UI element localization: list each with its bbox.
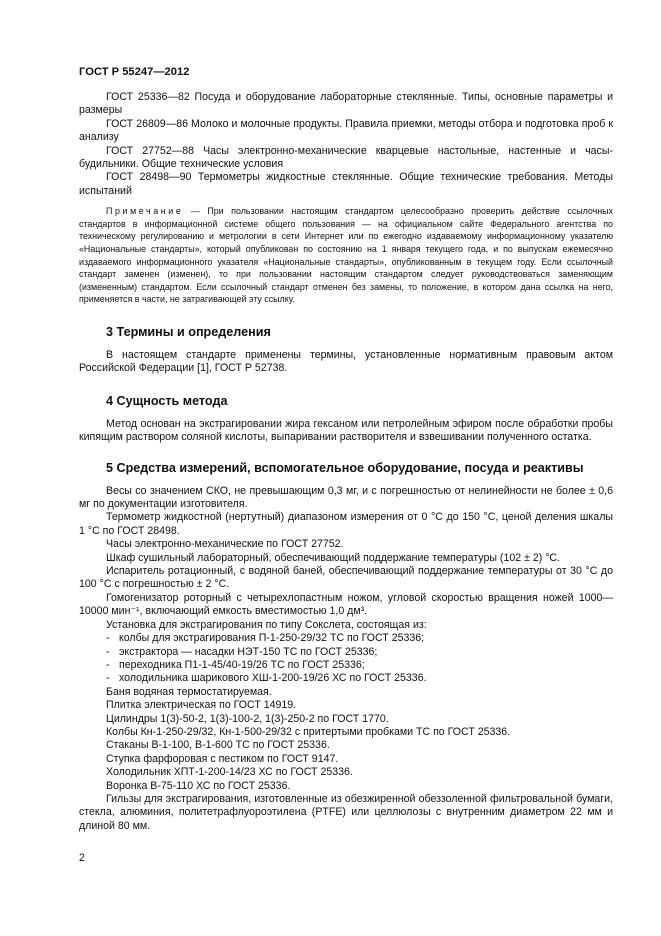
list-item bbox=[79, 672, 613, 685]
equipment-item: Холодильник ХПТ-1-200-14/23 ХС по ГОСТ 25336. bbox=[106, 766, 353, 779]
section-4-heading: 4 Сущность метода bbox=[106, 393, 228, 408]
equipment-item: Гильзы для экстрагирования, изготовленные из обезжиренной обеззоленной фильтровальной бумаги, стекла, алюминия, политетрафлуороэтилена (PTFE) или целлюлозы с внутренним диаметром 22 мм и длиной 80 мм. bbox=[79, 792, 613, 832]
equipment-item: Установка для экстрагирования по типу Сокслета, состоящая из: bbox=[106, 618, 427, 631]
normative-references-list bbox=[79, 91, 613, 198]
note-text: — При пользовании настоящим стандартом целесообразно проверить действие ссылочных стандартов в информационной системе общего пользования — на официальном сайте Федерального агентства по техническому регулированию и метрологии в сети Интернет или по ежегодно издаваемому информационному указателю «Национальные стандарты», который опубликован по состоянию на 1 января текущего года, и по выпускам ежемесячно издаваемого информационного указателя «Национальные стандарты», опубликованным в текущем году. Если ссылочный стандарт заменен (изменен), то при пользовании настоящим стандартом следует руководствоваться заменяющим (измененным) стандартом. Если ссылочный стандарт отменен без замены, то положение, в котором дана ссылка на него, применяется в части, не затрагивающей эту ссылку. bbox=[79, 206, 613, 305]
list-item-text: колбы для экстрагирования П-1-250-29/32 ТС по ГОСТ 25336; bbox=[119, 632, 425, 645]
equipment-item: Баня водяная термостатируемая. bbox=[106, 685, 272, 698]
reference-item: ГОСТ 25336—82 Посуда и оборудование лабораторные стеклянные. Типы, основные параметры и размеры bbox=[79, 91, 613, 117]
document-code-header: ГОСТ Р 55247—2012 bbox=[79, 66, 190, 78]
equipment-item: Испаритель ротационный, с водяной баней, обеспечивающий поддержание температуры от 30 °С до 100 °С с погрешностью ± 2 °С. bbox=[79, 565, 613, 591]
equipment-item: Термометр жидкостной (нертутный) диапазоном измерения от 0 °С до 150 °С, ценой деления шкалы 1 °С по ГОСТ 28498. bbox=[79, 511, 613, 537]
equipment-item: Весы со значением СКО, не превышающим 0,3 мг, и с погрешностью от нелинейности не более ± 0,6 мг по документации изготовителя. bbox=[79, 484, 613, 511]
list-marker: - bbox=[106, 672, 110, 685]
equipment-item: Часы электронно-механические по ГОСТ 27752. bbox=[106, 538, 344, 551]
equipment-item: Шкаф сушильный лабораторный, обеспечивающий поддержание температуры (102 ± 2) °С. bbox=[106, 551, 561, 564]
page-content bbox=[79, 91, 613, 833]
equipment-item: Ступка фарфоровая с пестиком по ГОСТ 9147. bbox=[106, 752, 339, 765]
reference-item: ГОСТ 28498—90 Термометры жидкостные стеклянные. Общие технические требования. Методы испытаний bbox=[79, 171, 613, 197]
reference-item: ГОСТ 27752—88 Часы электронно-механические кварцевые настольные, настенные и часы-будильники. Общие технические условия bbox=[79, 144, 613, 171]
list-item bbox=[79, 659, 613, 672]
list-item bbox=[79, 632, 613, 645]
equipment-item: Воронка В-75-110 ХС по ГОСТ 25336. bbox=[106, 779, 291, 792]
section-3-text: В настоящем стандарте применены термины, установленные нормативным правовым актом Российской Федерации [1], ГОСТ Р 52738. bbox=[79, 349, 613, 375]
section-4-text: Метод основан на экстрагировании жира гексаном или петролейным эфиром после обработки пробы кипящим раствором соляной кислоты, выпаривании растворителя и взвешивании полученного остатка. bbox=[79, 417, 613, 444]
equipment-item: Гомогенизатор роторный с четырехлопастным ножом, угловой скоростью вращения ножей 1000—10000 мин⁻¹, включающий емкость вместимостью 1,0 дм³. bbox=[79, 591, 613, 618]
list-item bbox=[79, 646, 613, 659]
reference-item: ГОСТ 26809—86 Молоко и молочные продукты. Правила приемки, методы отбора и подготовка проб к анализу bbox=[79, 117, 613, 144]
equipment-item: Колбы Кн-1-250-29/32, Кн-1-500-29/32 с притертыми пробками ТС по ГОСТ 25336. bbox=[106, 725, 511, 738]
equipment-item: Стаканы В-1-100, В-1-600 ТС по ГОСТ 25336. bbox=[106, 739, 330, 752]
soxhlet-components-list bbox=[79, 632, 613, 686]
equipment-item: Плитка электрическая по ГОСТ 14919. bbox=[106, 699, 297, 712]
list-item-text: холодильника шарикового ХШ-1-200-19/26 ХС по ГОСТ 25336. bbox=[119, 672, 427, 685]
section-5-heading: 5 Средства измерений, вспомогательное оборудование, посуда и реактивы bbox=[106, 460, 584, 475]
note-label: Примечание bbox=[106, 206, 184, 217]
list-marker: - bbox=[106, 645, 110, 658]
note-paragraph bbox=[79, 205, 613, 306]
list-marker: - bbox=[106, 632, 110, 645]
page-number: 2 bbox=[79, 852, 85, 864]
list-item-text: экстрактора — насадки НЭТ-150 ТС по ГОСТ 25336; bbox=[119, 645, 378, 658]
equipment-item: Цилиндры 1(3)-50-2, 1(3)-100-2, 1(3)-250-2 по ГОСТ 1770. bbox=[106, 712, 389, 725]
list-item-text: переходника П1-1-45/40-19/26 ТС по ГОСТ 25336; bbox=[119, 658, 365, 671]
section-3-heading: 3 Термины и определения bbox=[106, 325, 271, 339]
list-marker: - bbox=[106, 658, 110, 671]
